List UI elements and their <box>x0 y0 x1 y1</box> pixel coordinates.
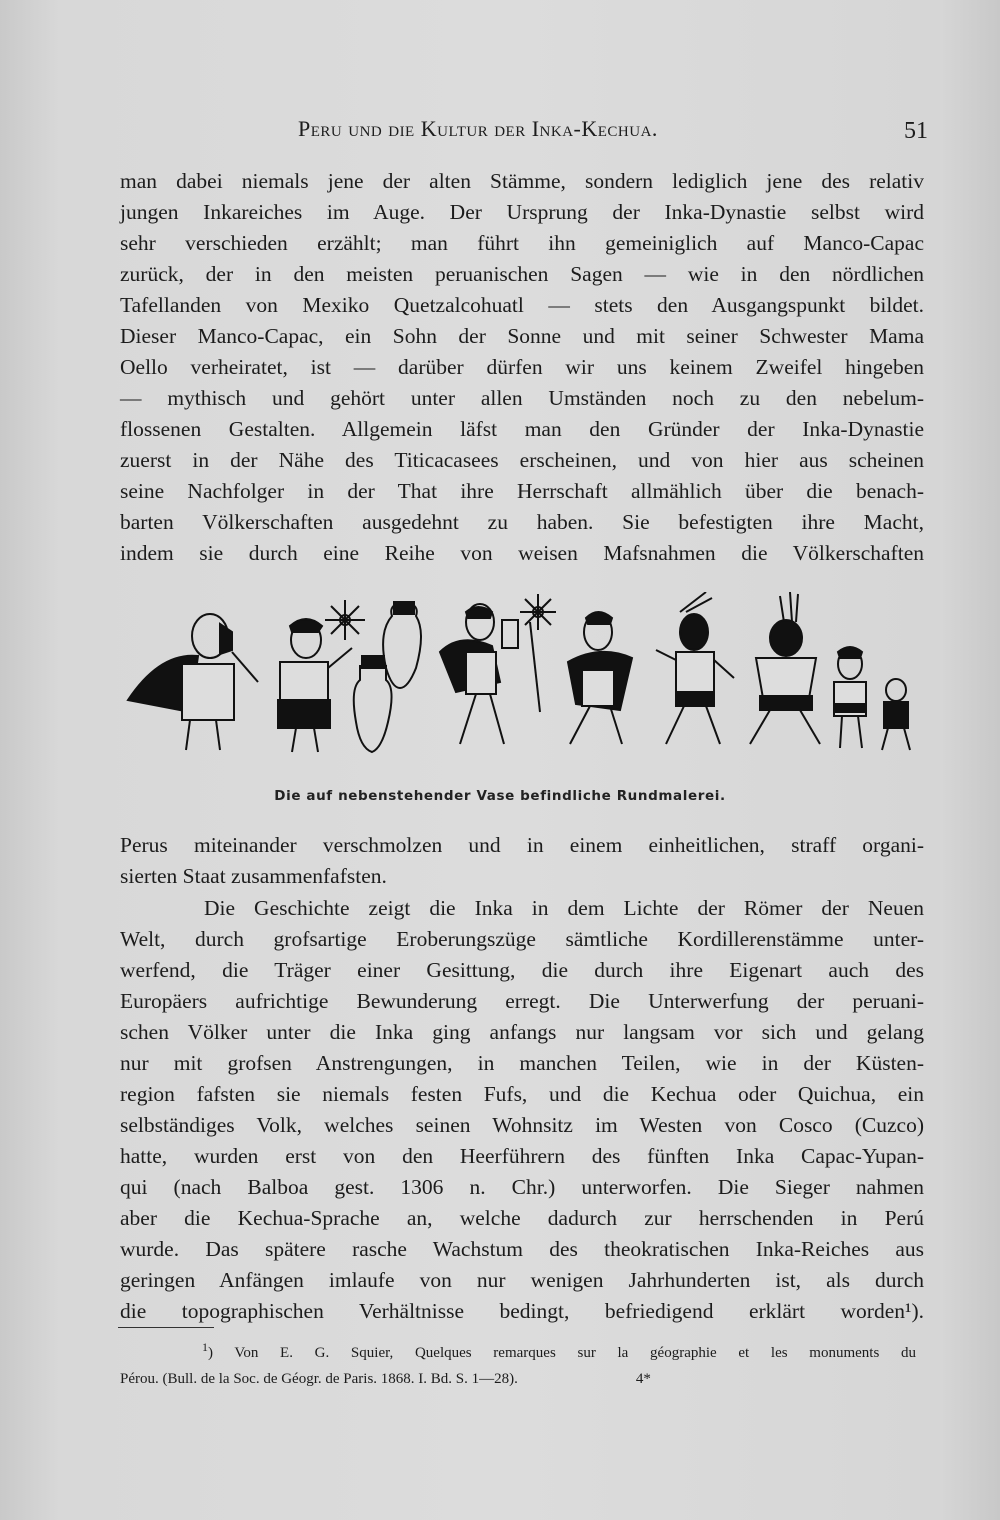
text-line: Dieser Manco-Capac, ein Sohn der Sonne und mit seiner Schwester Mama <box>120 324 924 348</box>
text-line: wurde. Das spätere rasche Wachstum des theokratischen Inka-Reiches aus <box>120 1237 924 1261</box>
figure-woman <box>278 619 352 752</box>
figure-pipe-player <box>440 604 518 744</box>
paragraph-2 <box>120 893 924 1327</box>
text-line: nur mit grofsen Anstrengungen, in manchen Teilen, wie in der Küsten- <box>120 1051 924 1075</box>
text-line: — mythisch und gehört unter allen Umständen noch zu den nebelum- <box>120 386 924 410</box>
running-title: Peru und die Kultur der Inka-Kechua. <box>298 116 658 141</box>
figure-dancer-staff <box>530 612 632 744</box>
text-line: jungen Inkareiches im Auge. Der Ursprung der Inka-Dynastie selbst wird <box>120 200 924 224</box>
text-line: indem sie durch eine Reihe von weisen Mafsnahmen die Völkerschaften <box>120 541 924 565</box>
text-line: barten Völkerschaften ausgedehnt zu haben. Sie befestigten ihre Macht, <box>120 510 924 534</box>
figure-hooded-man <box>128 614 258 750</box>
text-line: Oello verheiratet, ist — darüber dürfen wir uns keinem Zweifel hingeben <box>120 355 924 379</box>
figure-caption: Die auf nebenstehender Vase befindliche Rundmalerei. <box>274 788 726 804</box>
text-line: hatte, wurden erst von den Heerführern des fünften Inka Capac-Yupan- <box>120 1144 924 1168</box>
text-line: werfend, die Träger einer Gesittung, die durch ihre Eigenart auch des <box>120 958 924 982</box>
text-line: Die Geschichte zeigt die Inka in dem Lichte der Römer der Neuen <box>204 896 924 920</box>
footnote-rule <box>118 1327 214 1328</box>
text-line: aber die Kechua-Sprache an, welche dadurch zur herrschenden in Perú <box>120 1206 924 1230</box>
sun-symbol <box>325 600 365 640</box>
text-line: Europäers aufrichtige Bewunderung erregt. Die Unterwerfung der peruani- <box>120 989 924 1013</box>
text-line: Welt, durch grofsartige Eroberungszüge sämtliche Kordillerenstämme unter- <box>120 927 924 951</box>
text-line: die topographischen Verhältnisse bedingt, befriedigend erklärt worden¹). <box>120 1299 924 1323</box>
text-line: sehr verschieden erzählt; man führt ihn gemeiniglich auf Manco-Capac <box>120 231 924 255</box>
text-line: schen Völker unter die Inka ging anfangs nur langsam vor sich und gelang <box>120 1020 924 1044</box>
signature-mark: 4* <box>635 1371 651 1387</box>
sun-symbol <box>520 594 556 630</box>
text-line: sierten Staat zusammenfafsten. <box>120 864 387 888</box>
figure-masked-warrior <box>750 592 820 744</box>
footnote-text: Pérou. (Bull. de la Soc. de Géogr. de Paris. 1868. I. Bd. S. 1—28). <box>120 1371 518 1387</box>
figure-feathered-warrior <box>656 592 734 744</box>
vessel-vase <box>354 656 392 752</box>
footnote-text: ) Von E. G. Squier, Quelques remarques sur la géographie et les monuments du <box>208 1345 916 1361</box>
footnote <box>120 1334 916 1392</box>
paragraph-1 <box>120 166 924 569</box>
figure-small-person <box>834 647 866 748</box>
text-line: region fafsten sie niemals festen Fufs, und die Kechua oder Quichua, ein <box>120 1082 924 1106</box>
vessel-jar <box>383 602 421 688</box>
text-line: Tafellanden von Mexiko Quetzalcohuatl — stets den Ausgangspunkt bildet. <box>120 293 924 317</box>
vase-painting-illustration <box>120 592 920 772</box>
text-line: zurück, der in den meisten peruanischen Sagen — wie in den nördlichen <box>120 262 924 286</box>
footnote-line <box>120 1334 916 1366</box>
text-line: seine Nachfolger in der That ihre Herrschaft allmählich über die benach- <box>120 479 924 503</box>
text-line: zuerst in der Nähe des Titicacasees erscheinen, und von hier aus scheinen <box>120 448 924 472</box>
text-line: man dabei niemals jene der alten Stämme, sondern lediglich jene des relativ <box>120 169 924 193</box>
footnote-line <box>120 1366 916 1392</box>
page-number: 51 <box>904 118 928 144</box>
text-line: geringen Anfängen imlaufe von nur wenigen Jahrhunderten ist, als durch <box>120 1268 924 1292</box>
text-line: selbständiges Volk, welches seinen Wohnsitz im Westen von Cosco (Cuzco) <box>120 1113 924 1137</box>
text-line: qui (nach Balboa gest. 1306 n. Chr.) unterworfen. Die Sieger nahmen <box>120 1175 924 1199</box>
text-line: Perus miteinander verschmolzen und in einem einheitlichen, straff organi- <box>120 833 924 857</box>
paragraph-1-continued <box>120 830 924 892</box>
text-line: flossenen Gestalten. Allgemein läfst man den Gründer der Inka-Dynastie <box>120 417 924 441</box>
figure-child <box>882 679 910 750</box>
footnote-marker: 1 <box>202 1340 208 1354</box>
